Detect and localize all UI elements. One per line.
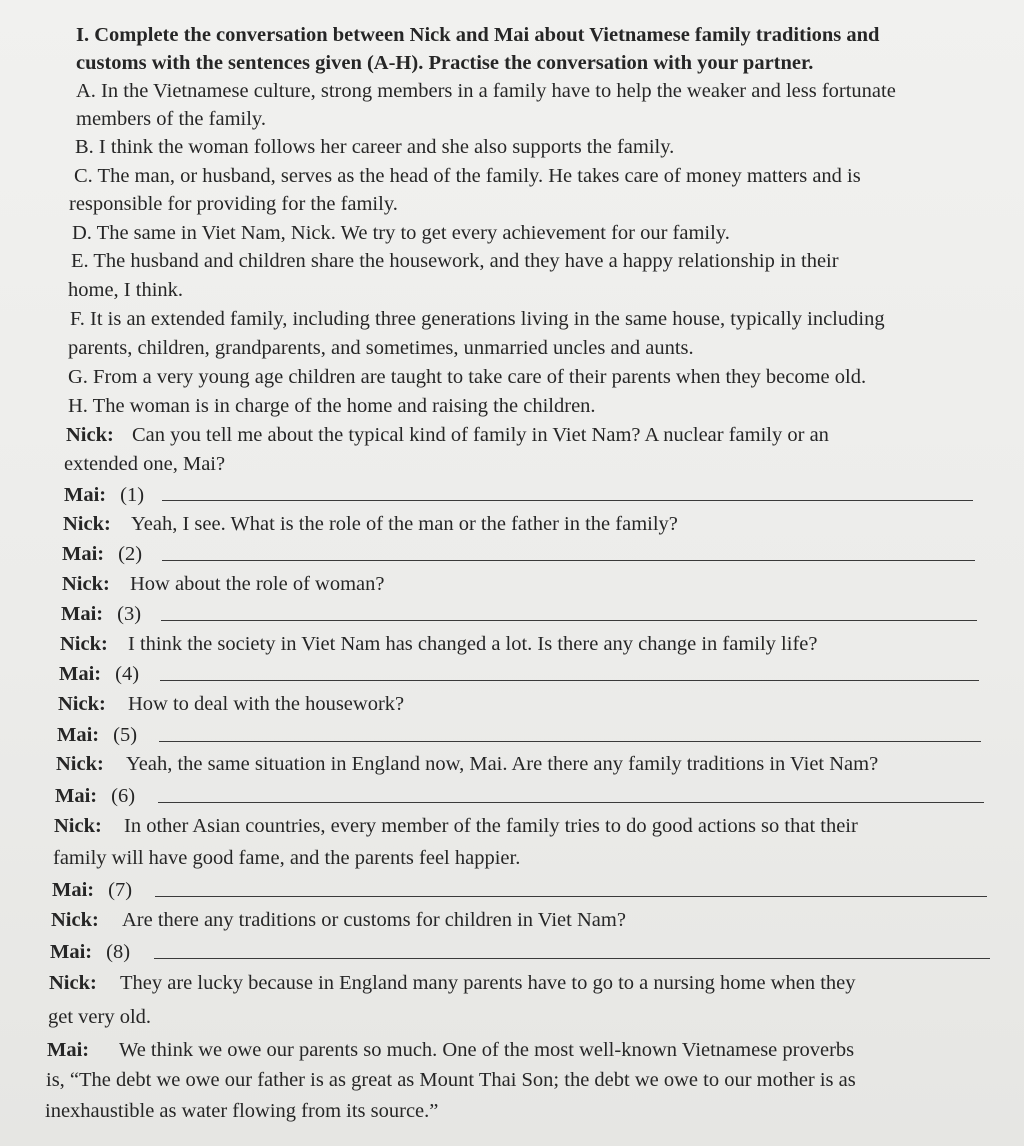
- nick-text-1a: Can you tell me about the typical kind of family in Viet Nam? A nuclear family or an: [132, 424, 829, 446]
- speaker-nick: Nick:: [62, 573, 110, 595]
- nick-text-9a: They are lucky because in England many parents have to go to a nursing home when they: [120, 972, 856, 994]
- mai-answer-7: [52, 877, 132, 903]
- exercise-title-line1: I. Complete the conversation between Nick and Mai about Vietnamese family traditions and: [76, 24, 880, 46]
- speaker-nick: Nick:: [51, 909, 99, 931]
- answer-blank-7[interactable]: [155, 896, 987, 897]
- speaker-mai: Mai:: [50, 941, 93, 963]
- answer-blank-4[interactable]: [160, 680, 979, 681]
- speaker-mai: Mai:: [52, 879, 95, 901]
- nick-text-3: How about the role of woman?: [130, 573, 385, 595]
- mai-answer-1: [64, 482, 144, 508]
- nick-text-5: How to deal with the housework?: [128, 693, 405, 715]
- answer-blank-3[interactable]: [161, 620, 977, 621]
- speaker-nick: Nick:: [49, 972, 97, 994]
- option-d: D. The same in Viet Nam, Nick. We try to get every achievement for our family.: [72, 222, 730, 244]
- speaker-nick: Nick:: [54, 815, 102, 837]
- nick-text-2: Yeah, I see. What is the role of the man or the father in the family?: [131, 513, 678, 535]
- blank-number-4: (4): [115, 663, 140, 685]
- option-e-line1: E. The husband and children share the housework, and they have a happy relationship in their: [71, 250, 839, 272]
- speaker-nick: Nick:: [60, 633, 108, 655]
- speaker-nick: Nick:: [56, 753, 104, 775]
- nick-text-4: I think the society in Viet Nam has changed a lot. Is there any change in family life?: [128, 633, 818, 655]
- nick-line-5: [58, 691, 404, 717]
- mai-answer-8: [50, 939, 130, 965]
- option-g: G. From a very young age children are taught to take care of their parents when they become old.: [68, 366, 867, 388]
- speaker-nick: Nick:: [66, 424, 114, 446]
- option-c-line1: C. The man, or husband, serves as the head of the family. He takes care of money matters and is: [74, 165, 861, 187]
- option-f-line2: parents, children, grandparents, and sometimes, unmarried uncles and aunts.: [68, 337, 694, 359]
- nick-text-6: Yeah, the same situation in England now, Mai. Are there any family traditions in Viet Nam?: [126, 753, 879, 775]
- nick-line-9: [49, 970, 856, 996]
- nick-text-9b: get very old.: [48, 1006, 152, 1028]
- nick-line-1: [66, 422, 829, 448]
- option-a-line2: members of the family.: [76, 108, 266, 130]
- nick-line-6: [56, 751, 878, 777]
- nick-text-7a: In other Asian countries, every member of the family tries to do good actions so that their: [124, 815, 858, 837]
- speaker-mai: Mai:: [64, 484, 107, 506]
- blank-number-3: (3): [117, 603, 142, 625]
- nick-line-8: [51, 907, 626, 933]
- speaker-mai: Mai:: [47, 1039, 90, 1061]
- mai-answer-2: [62, 541, 142, 567]
- mai-answer-5: [57, 722, 137, 748]
- speaker-mai: Mai:: [55, 785, 98, 807]
- speaker-mai: Mai:: [61, 603, 104, 625]
- mai-line-9: [47, 1037, 854, 1063]
- speaker-mai: Mai:: [62, 543, 105, 565]
- option-a-line1: A. In the Vietnamese culture, strong members in a family have to help the weaker and less fortunate: [76, 80, 896, 102]
- blank-number-2: (2): [118, 543, 143, 565]
- option-h: H. The woman is in charge of the home and raising the children.: [68, 395, 596, 417]
- answer-blank-5[interactable]: [159, 741, 981, 742]
- speaker-mai: Mai:: [59, 663, 102, 685]
- nick-line-7: [54, 813, 858, 839]
- mai-text-9a: We think we owe our parents so much. One of the most well-known Vietnamese proverbs: [119, 1039, 855, 1061]
- blank-number-1: (1): [120, 484, 145, 506]
- speaker-mai: Mai:: [57, 724, 100, 746]
- speaker-nick: Nick:: [63, 513, 111, 535]
- nick-text-8: Are there any traditions or customs for children in Viet Nam?: [122, 909, 626, 931]
- answer-blank-8[interactable]: [154, 958, 990, 959]
- option-b: B. I think the woman follows her career and she also supports the family.: [75, 136, 675, 158]
- mai-answer-3: [61, 601, 141, 627]
- nick-line-3: [62, 571, 384, 597]
- answer-blank-1[interactable]: [162, 500, 973, 501]
- blank-number-5: (5): [113, 724, 138, 746]
- mai-answer-6: [55, 783, 135, 809]
- option-f-line1: F. It is an extended family, including three generations living in the same house, typically including: [70, 308, 885, 330]
- nick-line-4: [60, 631, 817, 657]
- mai-text-9c: inexhaustible as water flowing from its source.”: [45, 1100, 439, 1122]
- nick-line-2: [63, 511, 678, 537]
- mai-text-9b: is, “The debt we owe our father is as great as Mount Thai Son; the debt we owe to our mother is as: [46, 1069, 856, 1091]
- blank-number-7: (7): [108, 879, 133, 901]
- option-c-line2: responsible for providing for the family.: [69, 193, 398, 215]
- exercise-title-line2: customs with the sentences given (A-H). Practise the conversation with your partner.: [76, 52, 814, 74]
- speaker-nick: Nick:: [58, 693, 106, 715]
- nick-text-1b: extended one, Mai?: [64, 453, 226, 475]
- nick-text-7b: family will have good fame, and the parents feel happier.: [53, 847, 521, 869]
- answer-blank-2[interactable]: [162, 560, 975, 561]
- mai-answer-4: [59, 661, 139, 687]
- blank-number-8: (8): [106, 941, 131, 963]
- blank-number-6: (6): [111, 785, 136, 807]
- answer-blank-6[interactable]: [158, 802, 984, 803]
- option-e-line2: home, I think.: [68, 279, 184, 301]
